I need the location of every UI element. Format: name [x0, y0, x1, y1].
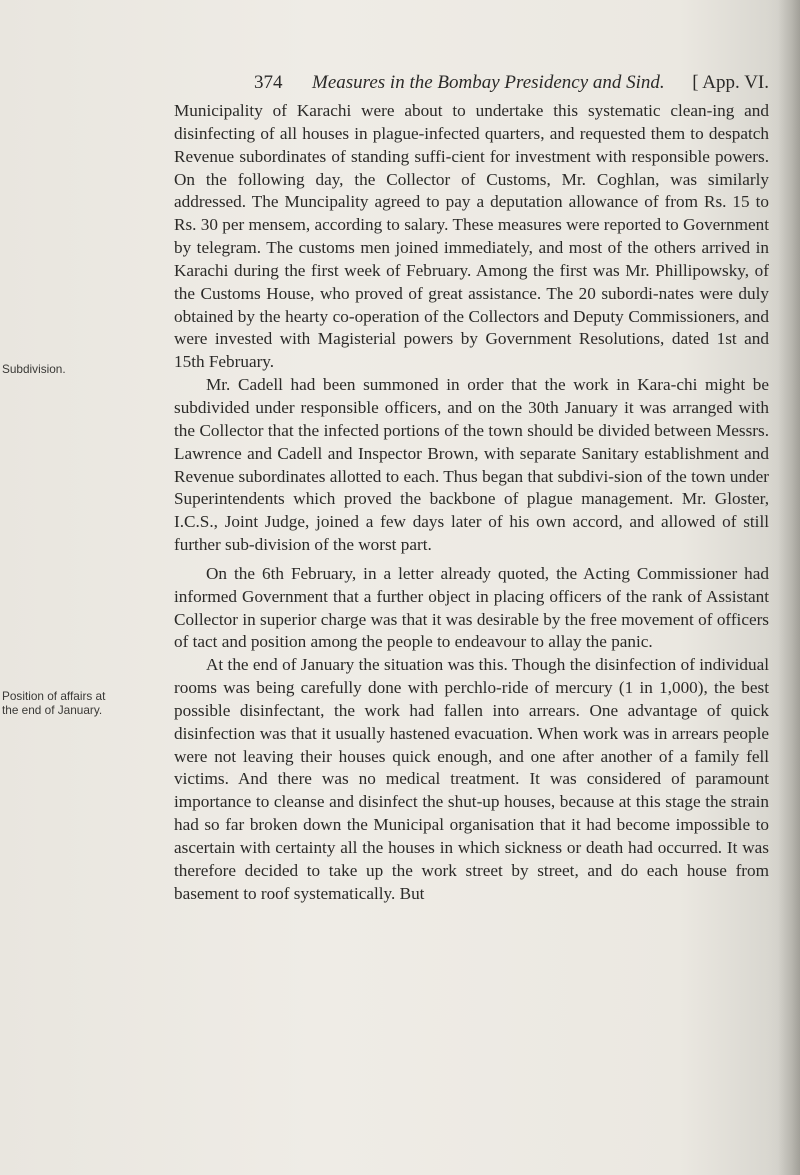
page-edge-shadow	[778, 0, 800, 1175]
paragraph-1: Municipality of Karachi were about to undertake this systematic clean-ing and disinfecting of all houses in plague-infected quarters, and requested them to despatch Revenue subordinates of standing suffi-cient for investment with responsible powers. On the following day, the Collector of Customs, Mr. Coghlan, was similarly addressed. The Muncipality agreed to pay a deputation allowance of from Rs. 15 to Rs. 30 per mensem, according to salary. These measures were reported to Government by telegram. The customs men joined immediately, and most of the others arrived in Karachi during the first week of February. Among the first was Mr. Phillipowsky, of the Customs House, who proved of great assistance. The 20 subordi-nates were duly obtained by the hearty co-operation of the Collectors and Deputy Commissioners, and were invested with Magisterial powers by Government Resolutions, dated 1st and 15th February.	[174, 101, 769, 372]
paragraph-2: Mr. Cadell had been summoned in order that the work in Kara-chi might be subdivided under responsible officers, and on the 30th January it was arranged with the Collector that the infected portions of the town should be divided between Messrs. Lawrence and Cadell and Inspector Brown, with separate Sanitary establishment and Revenue subordinates allotted to each. Thus began that subdivi-sion of the town under Superintendents which proved the backbone of plague management. Mr. Gloster, I.C.S., Joint Judge, joined a few days later of his own accord, and allowed of still further sub-division of the worst part.	[174, 375, 769, 555]
margin-note-subdivision: Subdivision.	[2, 362, 66, 376]
body-text	[174, 100, 769, 906]
section-label: [ App. VI.	[692, 72, 769, 93]
margin-note-position-of-affairs: Position of affairs at the end of January.	[2, 689, 106, 717]
paragraph-3: On the 6th February, in a letter already quoted, the Acting Commissioner had informed Government that a further object in placing officers of the rank of Assistant Collector in superior charge was that it was desirable by the free movement of officers of tact and position among the people to endeavour to allay the panic.	[174, 563, 769, 652]
page-number: 374	[254, 72, 283, 93]
running-title: Measures in the Bombay Presidency and Sind.	[312, 72, 665, 93]
running-header	[254, 72, 769, 96]
paragraph-4: At the end of January the situation was this. Though the disinfection of individual rooms was being carefully done with perchlo-ride of mercury (1 in 1,000), the best possible disinfectant, the work had fallen into arrears. One advantage of quick disinfection was that it usually hastened evacuation. When work was in arrears people were not leaving their houses quick enough, and one after another of a family fell victims. And there was no medical treatment. It was considered of paramount importance to cleanse and disinfect the shut-up houses, because at this stage the strain had so far broken down the Municipal organisation that it had become impossible to ascertain with certainty all the houses in which sickness or death had occurred. It was therefore decided to take up the work street by street, and do each house from basement to roof systematically. But	[174, 655, 769, 903]
